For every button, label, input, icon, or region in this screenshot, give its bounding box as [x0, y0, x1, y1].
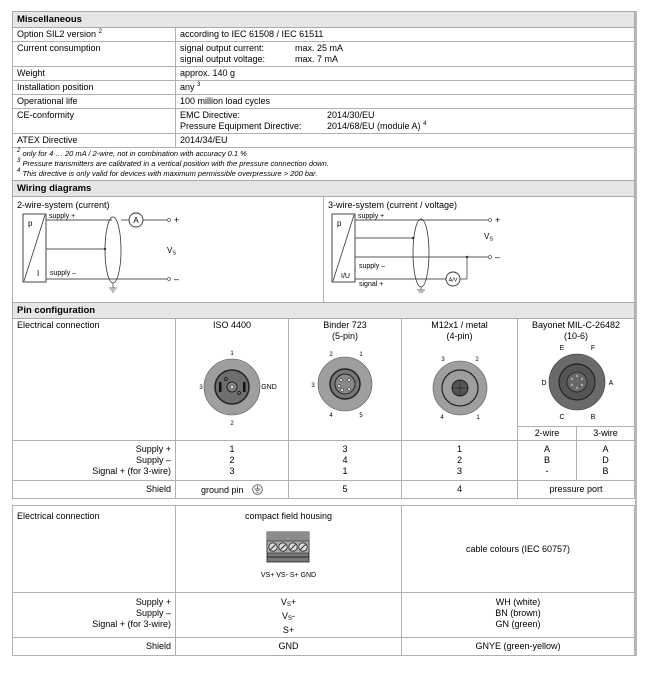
- table-row: [13, 109, 635, 134]
- three-wire-schematic: [328, 212, 628, 296]
- svg-text:3: 3: [311, 383, 315, 389]
- m12-pinout-icon: [410, 342, 510, 434]
- svg-text:D: D: [541, 380, 547, 387]
- vs-label: VS: [167, 246, 177, 257]
- svg-text:C: C: [559, 414, 565, 421]
- two-wire-schematic: [17, 212, 317, 296]
- binder-pins: 3 4 1: [289, 441, 402, 481]
- binder-shield: 5: [289, 481, 402, 499]
- terminal-labels: VS+ VS- S+ GND: [260, 572, 317, 579]
- table-row: Shield ground pin 5 4 pressure port: [13, 481, 635, 499]
- row-label: Current consumption: [13, 42, 176, 67]
- bayonet-pinout-icon: [522, 342, 632, 422]
- table-row: [13, 95, 635, 109]
- table-row: [13, 134, 635, 148]
- housing-shield: GND: [176, 638, 402, 656]
- cable-colours-label: cable colours (IEC 60757): [402, 506, 635, 593]
- row-value: 100 million load cycles: [176, 95, 635, 109]
- svg-text:5: 5: [359, 413, 363, 419]
- table-row: Shield GND GNYE (green-yellow): [13, 638, 635, 656]
- wiring-header: Wiring diagrams: [13, 181, 635, 197]
- connector-iso4400: ISO 4400 1 3 GND 2: [176, 319, 289, 441]
- three-wire-title: 3-wire-system (current / voltage): [328, 200, 458, 210]
- svg-text:1: 1: [230, 351, 234, 357]
- misc-header: Miscellaneous: [13, 12, 635, 28]
- svg-text:F: F: [590, 345, 596, 352]
- row-value: according to IEC 61508 / IEC 61511: [176, 28, 635, 42]
- svg-text:3: 3: [440, 357, 445, 363]
- p-label: p: [28, 219, 33, 228]
- terminal-block-icon: [259, 530, 319, 566]
- row-value: any $^3$: [176, 81, 635, 95]
- table-row: [13, 28, 635, 42]
- connector-bayonet: Bayonet MIL-C-26482 (10-6) E F D A C B: [518, 319, 635, 427]
- plus-terminal: +: [495, 215, 501, 225]
- plus-terminal: +: [174, 215, 180, 225]
- connector-m12: M12x1 / metal (4-pin) 3 2 4 1: [402, 319, 518, 441]
- vs-label: VS: [484, 232, 494, 243]
- row-value: signal output current: max. 25 mA signal output voltage: max. 7 mA: [176, 42, 635, 67]
- signal-plus-label: signal +: [359, 281, 384, 288]
- bayonet-3wire-pins: A D B: [577, 441, 635, 481]
- row-label: Option SIL2 version $^2$: [13, 28, 176, 42]
- table-row: [13, 42, 635, 67]
- p-label: p: [337, 219, 342, 228]
- cable-shield: [413, 219, 429, 287]
- minus-terminal: –: [495, 252, 501, 262]
- footnote: $^3$ Pressure transmitters are calibrated in a vertical position with the pressure connection down.: [17, 158, 329, 168]
- svg-text:4: 4: [329, 413, 333, 419]
- electrical-connection-label: Electrical connection: [13, 506, 176, 593]
- iu-label: I/U: [341, 273, 350, 280]
- svg-text:A: A: [608, 380, 614, 387]
- supply-plus-label: supply +: [49, 213, 76, 220]
- binder723-pinout-icon: [295, 342, 395, 434]
- table-row: [13, 81, 635, 95]
- misc-table: [12, 11, 635, 181]
- iso4400-shield: ground pin: [176, 481, 289, 499]
- m12-shield: 4: [402, 481, 518, 499]
- supply-minus-label: supply –: [50, 270, 77, 277]
- pin-table: [12, 302, 635, 499]
- i-label: I: [37, 269, 40, 278]
- housing-terminals: VS+ VS- S+: [176, 593, 402, 638]
- electrical-connection-label: Electrical connection: [13, 319, 176, 441]
- bayonet-2wire-pins: A B -: [518, 441, 577, 481]
- earth-ground-icon: [252, 484, 263, 495]
- bayonet-3wire-header: 3-wire: [577, 427, 635, 441]
- svg-text:2: 2: [230, 421, 234, 427]
- row-label: Weight: [13, 67, 176, 81]
- row-value: 2014/34/EU: [176, 134, 635, 148]
- footnote: $^4$ This directive is only valid for devices with maximum permissible overpressure > 200 bar.: [17, 168, 318, 178]
- iso4400-pins: 1 2 3: [176, 441, 289, 481]
- row-label: CE-conformity: [13, 109, 176, 134]
- datasheet: [12, 11, 637, 656]
- row-value: EMC Directive: 2014/30/EU Pressure Equipment Directive: 2014/68/EU (module A) $^4$: [176, 109, 635, 134]
- svg-text:GND: GND: [261, 384, 277, 391]
- svg-text:A/V: A/V: [448, 277, 458, 284]
- svg-text:1: 1: [475, 415, 480, 421]
- wiring-table: [12, 180, 635, 303]
- svg-text:2: 2: [474, 357, 479, 363]
- footnote: $^2$ only for 4 … 20 mA / 2-wire, not in combination with accuracy 0.1 %: [17, 148, 247, 158]
- cable-shield: [105, 217, 121, 283]
- footnotes: [13, 148, 635, 181]
- svg-text:E: E: [559, 345, 565, 352]
- table-row: [13, 67, 635, 81]
- two-wire-diagram: [13, 197, 324, 303]
- two-wire-title: 2-wire-system (current): [17, 200, 110, 210]
- three-wire-diagram: [324, 197, 635, 303]
- bayonet-shield: pressure port: [518, 481, 635, 499]
- svg-text:B: B: [590, 414, 596, 421]
- table-row: Supply + Supply – Signal + (for 3-wire) VS+ VS- S+ WH (white) BN (brown) GN (green): [13, 593, 635, 638]
- pin-header: Pin configuration: [13, 303, 635, 319]
- connector-binder723: Binder 723 (5-pin) 2 1 3 4 5: [289, 319, 402, 441]
- iso4400-pinout-icon: [182, 342, 282, 434]
- bayonet-2wire-header: 2-wire: [518, 427, 577, 441]
- m12-pins: 1 2 3: [402, 441, 518, 481]
- supply-minus-label: supply –: [359, 263, 386, 270]
- row-value: approx. 140 g: [176, 67, 635, 81]
- supply-plus-label: supply +: [358, 213, 385, 220]
- svg-text:1: 1: [359, 352, 363, 358]
- row-label: Operational life: [13, 95, 176, 109]
- compact-field-housing: compact field housing VS+ VS- S+ GND: [176, 506, 402, 593]
- svg-text:3: 3: [199, 385, 203, 391]
- row-label: Installation position: [13, 81, 176, 95]
- row-label: ATEX Directive: [13, 134, 176, 148]
- svg-text:A: A: [133, 216, 139, 225]
- svg-text:2: 2: [329, 352, 333, 358]
- cable-shield-colour: GNYE (green-yellow): [402, 638, 635, 656]
- table-row: Supply + Supply – Signal + (for 3-wire) 1 2 3 3 4 1 1 2 3 A B - A D B: [13, 441, 635, 481]
- minus-terminal: –: [174, 274, 180, 284]
- field-housing-table: [12, 505, 635, 656]
- svg-text:4: 4: [439, 415, 444, 421]
- cable-colours: WH (white) BN (brown) GN (green): [402, 593, 635, 638]
